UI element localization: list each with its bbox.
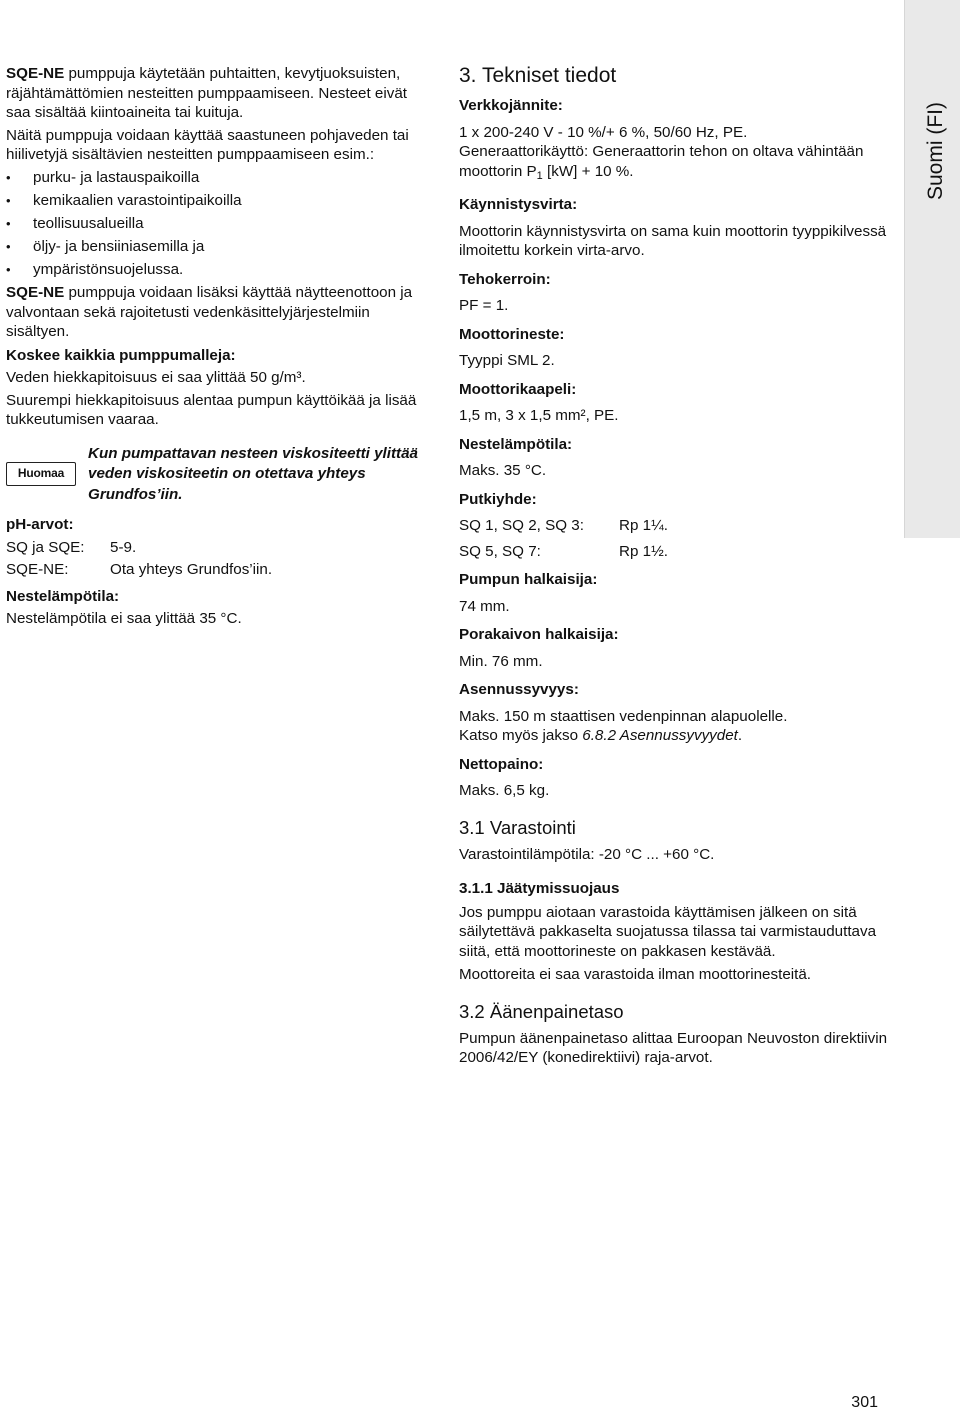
pump-diameter-label: Pumpun halkaisija: xyxy=(459,571,598,588)
sampling-text: pumppuja voidaan lisäksi käyttää näytteenottoon ja valvontaan sekä rajoitetusti vedenkäsittelyjärjestelmiin sisältyen. xyxy=(6,284,413,340)
list-item: • ympäristönsuojelussa. xyxy=(6,260,426,280)
ph-row-key: SQE-NE: xyxy=(6,561,69,578)
note-block xyxy=(6,444,426,506)
page-number: 301 xyxy=(851,1394,878,1411)
right-column xyxy=(459,64,889,1071)
net-weight-label: Nettopaino: xyxy=(459,755,544,773)
usage-bullet-list xyxy=(6,168,426,280)
borehole-diameter-value: Min. 76 mm. xyxy=(459,652,543,670)
liquid-temperature-label: Nestelämpötila: xyxy=(459,435,573,453)
frost-protection-note: Moottoreita ei saa varastoida ilman moottorinesteitä. xyxy=(459,966,812,983)
borehole-diameter-label: Porakaivon halkaisija: xyxy=(459,626,619,643)
liquid-temp-heading: Nestelämpötila: xyxy=(6,587,120,605)
supply-voltage-value: 1 x 200-240 V - 10 %/+ 6 %, 50/60 Hz, PE. xyxy=(459,123,748,141)
sound-pressure-text: Pumpun äänenpainetaso alittaa Euroopan Neuvoston direktiivin 2006/42/EY (konedirektiivi) raja-arvot. xyxy=(459,1029,888,1066)
supply-voltage-label: Verkkojännite: xyxy=(459,97,563,114)
sand-content-line: Veden hiekkapitoisuus ei saa ylittää 50 g/m³. xyxy=(6,369,306,386)
sand-warning-line: Suurempi hiekkapitoisuus alentaa pumpun käyttöikää ja lisää tukkeutumisen vaaraa. xyxy=(6,391,417,428)
motor-liquid-value: Tyyppi SML 2. xyxy=(459,352,555,369)
liquid-temp-text: Nestelämpötila ei saa ylittää 35 °C. xyxy=(6,610,242,627)
sampling-bold-term: SQE-NE xyxy=(6,284,65,301)
net-weight-value: Maks. 6,5 kg. xyxy=(459,782,550,799)
language-label: Suomi (FI) xyxy=(924,101,947,200)
sound-pressure-title: 3.2 Äänenpainetaso xyxy=(459,1000,624,1022)
ph-row-key: SQ ja SQE: xyxy=(6,538,85,556)
ph-heading: pH-arvot: xyxy=(6,516,74,533)
note-text: Kun pumpattavan nesteen viskositeetti ylittää veden viskositeetin on otettava yhteys Grundfos’iin. xyxy=(88,444,418,503)
sampling-paragraph xyxy=(6,283,426,342)
motor-cable-value: 1,5 m, 3 x 1,5 mm², PE. xyxy=(459,407,619,424)
pump-diameter-value: 74 mm. xyxy=(459,597,510,615)
storage-temperature: Varastointilämpötila: -20 °C ... +60 °C. xyxy=(459,845,715,863)
intro-paragraph xyxy=(6,64,426,123)
pipe-connection-value: Rp 1¼. xyxy=(619,517,668,534)
left-column xyxy=(6,64,426,632)
intro-bold-term: SQE-NE xyxy=(6,65,65,82)
storage-title: 3.1 Varastointi xyxy=(459,816,576,838)
motor-liquid-label: Moottorineste: xyxy=(459,325,565,343)
ph-row xyxy=(6,560,426,580)
installation-depth-value: Maks. 150 m staattisen vedenpinnan alapuolelle. xyxy=(459,707,788,725)
liquid-temperature-value: Maks. 35 °C. xyxy=(459,462,547,479)
generator-note: Generaattorikäyttö: Generaattorin tehon on oltava vähintään moottorin $P_1$ [kW] + 10 %. xyxy=(459,143,864,182)
ph-row xyxy=(6,538,426,558)
pipe-connection-key: SQ 1, SQ 2, SQ 3: xyxy=(459,517,584,534)
note-label-box: Huomaa xyxy=(6,462,76,486)
pipe-connection-key: SQ 5, SQ 7: xyxy=(459,542,541,560)
starting-current-label: Käynnistysvirta: xyxy=(459,196,578,213)
section-title: 3. Tekniset tiedot xyxy=(459,64,617,87)
installation-depth-label: Asennussyvyys: xyxy=(459,681,579,698)
ph-row-value: Ota yhteys Grundfos’iin. xyxy=(110,561,273,578)
all-models-heading: Koskee kaikkia pumppumalleja: xyxy=(6,346,236,364)
ph-row-value: 5-9. xyxy=(110,538,137,556)
power-factor-value: PF = 1. xyxy=(459,297,509,314)
frost-protection-text: Jos pumppu aiotaan varastoida käyttämisen jälkeen on sitä säilytettävä pakkaselta suojatussa tilassa tai varmistauduttava siitä, että moottorineste on pakkasen kestävää. xyxy=(459,903,877,960)
pipe-connection-row xyxy=(459,516,889,536)
list-item: • öljy- ja bensiiniasemilla ja xyxy=(6,237,426,257)
starting-current-value: Moottorin käynnistysvirta on sama kuin moottorin tyyppikilvessä ilmoitettu korkein virta-arvo. xyxy=(459,222,887,259)
list-item: • purku- ja lastauspaikoilla xyxy=(6,168,426,188)
list-item: • kemikaalien varastointipaikoilla xyxy=(6,191,426,211)
power-factor-label: Tehokerroin: xyxy=(459,270,551,288)
usage-paragraph: Näitä pumppuja voidaan käyttää saastuneen pohjaveden tai hiilivetyjä sisältävien nesteitten pumppaamiseen esim.: xyxy=(6,126,409,163)
language-side-tab xyxy=(904,0,960,538)
pipe-connection-row xyxy=(459,542,889,562)
installation-depth-reference: Katso myös jakso 6.8.2 Asennussyvyydet. xyxy=(459,727,743,744)
intro-text: pumppuja käytetään puhtaitten, kevytjuoksuisten, räjähtämättömien nesteitten pumppaamiseen. Nesteet eivät saa sisältää kiintoaineita tai kuituja. xyxy=(6,65,408,121)
section-reference-link: 6.8.2 Asennussyvyydet xyxy=(582,727,738,744)
motor-cable-label: Moottorikaapeli: xyxy=(459,380,577,398)
frost-protection-title: 3.1.1 Jäätymissuojaus xyxy=(459,880,620,897)
pipe-connection-label: Putkiyhde: xyxy=(459,490,537,508)
pipe-connection-value: Rp 1½. xyxy=(619,542,668,560)
list-item: • teollisuusalueilla xyxy=(6,214,426,234)
